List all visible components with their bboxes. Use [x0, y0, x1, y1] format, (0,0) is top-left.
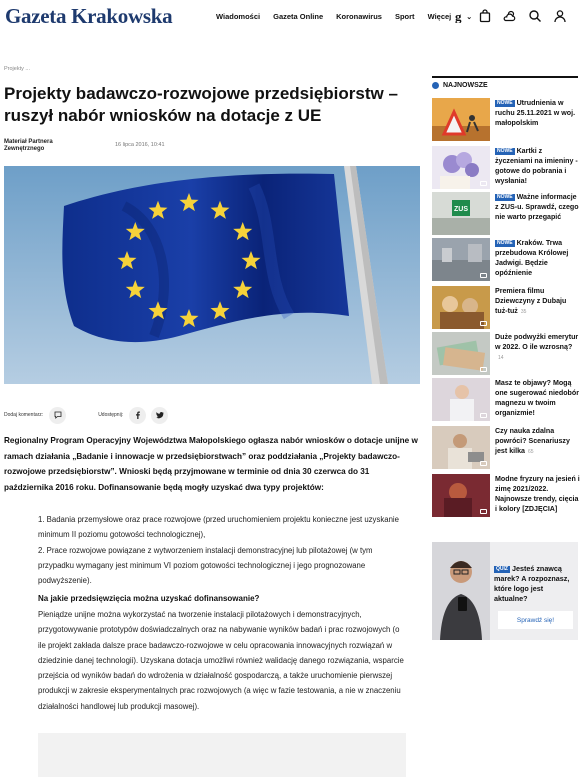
quiz-image: [432, 542, 490, 640]
list-item: 1. Badania przemysłowe oraz prace rozwojowe (przed uruchomieniem projektu konieczne jest uzyskanie minimum II poziomu gotowości technologicznej),: [38, 515, 399, 540]
quiz-title: [494, 564, 576, 604]
news-title: [495, 426, 580, 457]
list-item[interactable]: [432, 286, 580, 329]
facebook-icon: [134, 411, 142, 419]
breadcrumb[interactable]: Projekty ...: [4, 66, 30, 72]
camera-icon: [480, 509, 487, 514]
news-title-text: Premiera filmu Dziewczyny z Dubaju tuż-tuż: [495, 287, 567, 315]
nav-item-wiecej-label: Więcej: [427, 12, 452, 21]
list-item[interactable]: [432, 192, 580, 235]
article-hero-image: [4, 166, 420, 384]
list-item: 2. Prace rozwojowe powiązane z wytworzeniem instalacji demonstracyjnej lub pilotażowej (w tym przypadku wymagany jest minimum VI poziom gotowości technologicznej i jego prognozowane podwyższenie).: [38, 545, 373, 586]
comment-count: 65: [527, 449, 534, 455]
clock-icon: [432, 82, 439, 89]
weather-icon[interactable]: [502, 8, 518, 24]
project-types-list: [38, 512, 408, 588]
comment-count: 35: [520, 309, 527, 315]
camera-icon: [480, 367, 487, 372]
article-body: Pieniądze unijne można wykorzystać na tworzenie instalacji pilotażowych i demonstracyjnych, przygotowywanie prototypów doświadczalnych oraz na nabywanie wyników badań i prac rozwojowych (o ile projekt zakłada dalsze prace badawczo-rozwojowe w celu opracowania innowacyjnych rozwiązań w dziedzinie danej technologii). Uzyskana dotacja umożliwi również walidację danego rozwiązania, wsparcie przejścia od wyników badań do wdrożenia w działalność gospodarczą, a także uruchomienie pierwszej produkcji w zakresie eksperymentalnych prac rozwojowych (a więc w fazie testowania, a nie w znaczeniu działalności handlowej lub produkcji masowej).: [38, 610, 404, 711]
comment-count: 14: [498, 355, 504, 361]
news-title: [495, 98, 580, 128]
new-badge: NOWE: [497, 148, 513, 154]
camera-icon: [480, 321, 487, 326]
share-label: Udostępnij:: [98, 412, 124, 418]
sidebar-divider: [432, 76, 578, 78]
list-item[interactable]: [432, 474, 580, 517]
sidebar-heading-label: NAJNOWSZE: [443, 82, 488, 89]
camera-icon: [480, 273, 487, 278]
news-thumbnail: [432, 332, 490, 375]
svg-text:ZUS: ZUS: [454, 206, 468, 213]
news-title: [495, 146, 580, 186]
user-icon[interactable]: [552, 8, 568, 24]
news-title-text: Kraków. Trwa przebudowa Królowej Jadwigi. Będzie opóźnienie: [495, 239, 569, 277]
article-author[interactable]: Materiał Partnera Zewnętrznego: [4, 139, 53, 152]
camera-icon: [480, 461, 487, 466]
list-item[interactable]: [432, 332, 580, 375]
header-icons: [452, 8, 577, 24]
news-title: [495, 286, 580, 317]
g-plus-icon[interactable]: [452, 8, 468, 24]
shopping-bag-icon[interactable]: [477, 8, 493, 24]
news-title-text: Ważne informacje z ZUS-u. Sprawdź, czego nie warto przegapić: [495, 193, 579, 221]
news-thumbnail: [432, 378, 490, 421]
news-title-text: Utrudnienia w ruchu 25.11.2021 w woj. małopolskim: [495, 99, 576, 127]
comment-label: Dodaj komentarz:: [4, 412, 44, 418]
news-title: [495, 332, 580, 363]
camera-icon: [480, 181, 487, 186]
facebook-share-button[interactable]: [129, 407, 146, 424]
news-title-text: Masz te objawy? Mogą one sugerować niedobór magnezu w twoim organizmie!: [495, 379, 579, 417]
sidebar-heading: [432, 82, 488, 89]
new-badge: NOWE: [497, 240, 513, 246]
news-thumbnail: [432, 474, 490, 517]
news-title-text: Modne fryzury na jesień i zimę 2021/2022. Najnowsze trendy, cięcia i kolory [ZDJĘCIA]: [495, 475, 580, 513]
news-thumbnail: [432, 192, 490, 235]
new-badge: NOWE: [497, 100, 513, 106]
quiz-title-text: Jesteś znawcą marek? A rozpoznasz, które logo jest aktualne?: [494, 564, 570, 603]
news-title: [495, 474, 580, 514]
section-heading: Na jakie przedsięwzięcia można uzyskać dofinansowanie?: [38, 594, 260, 603]
list-item[interactable]: [432, 426, 580, 469]
comment-icon: [54, 411, 62, 419]
search-icon[interactable]: [527, 8, 543, 24]
news-thumbnail: [432, 426, 490, 469]
list-item[interactable]: [432, 146, 580, 189]
nav-item-koronawirus[interactable]: Koronawirus: [336, 12, 382, 21]
news-title: [495, 378, 580, 418]
svg-text:g: g: [455, 9, 462, 23]
comment-button[interactable]: [49, 407, 66, 424]
news-title-text: Kartki z życzeniami na imieniny - gotowe do pobrania i wysłania!: [495, 147, 578, 185]
quiz-promo[interactable]: [432, 542, 578, 640]
share-row: [4, 405, 420, 425]
new-badge: NOWE: [497, 194, 513, 200]
article-lead: Regionalny Program Operacyjny Województwa Małopolskiego ogłasza nabór wniosków o dotacje unijne w ramach działania „Badanie i innowacje w przedsiębiorstwach” oraz poddziałania „Projekty badawczo-rozwojowe przedsiębiorstw”. Wnioski będą przyjmowane w terminie od dnia 30 czerwca do 31 października 2016 roku. Dofinansowanie będą mogły uzyskać dwa typy projektów:: [4, 436, 418, 492]
news-thumbnail: [432, 286, 490, 329]
news-title: [495, 238, 580, 278]
news-title-text: Czy nauka zdalna powróci? Scenariuszy jest kilka: [495, 427, 570, 455]
list-item[interactable]: [432, 98, 580, 141]
article-date: 16 lipca 2016, 10:41: [115, 142, 165, 148]
site-header: [0, 0, 582, 34]
twitter-share-button[interactable]: [151, 407, 168, 424]
article-title: Projekty badawczo-rozwojowe przedsiębiorstw – ruszył nabór wniosków na dotacje z UE: [4, 84, 398, 125]
news-thumbnail: [432, 98, 490, 141]
ad-placeholder: [38, 733, 406, 777]
camera-icon: [480, 413, 487, 418]
quiz-badge: QUIZ: [496, 566, 508, 572]
chevron-down-icon: ⌄: [466, 14, 473, 21]
quiz-start-button[interactable]: Sprawdź się!: [498, 611, 573, 629]
news-title-text: Duże podwyżki emerytur w 2022. O ile wzrosną?: [495, 333, 579, 351]
news-thumbnail: [432, 238, 490, 281]
nav-item-gazeta-online[interactable]: Gazeta Online: [273, 12, 324, 21]
news-title: [495, 192, 580, 222]
site-logo[interactable]: Gazeta Krakowska: [5, 4, 173, 28]
list-item[interactable]: [432, 238, 580, 281]
list-item[interactable]: [432, 378, 580, 421]
nav-item-sport[interactable]: Sport: [394, 12, 415, 21]
news-thumbnail: [432, 146, 490, 189]
twitter-icon: [156, 411, 164, 419]
nav-item-wiadomosci[interactable]: Wiadomości: [216, 12, 261, 21]
